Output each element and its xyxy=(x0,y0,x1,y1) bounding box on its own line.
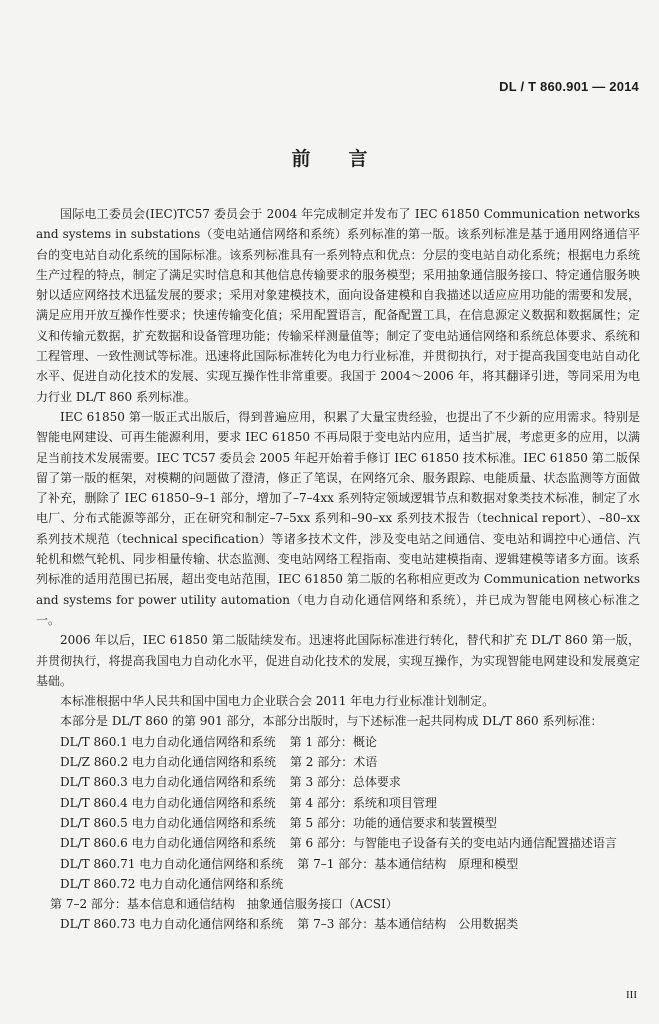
list-item xyxy=(36,772,640,792)
standard-name: 电力自动化通信网络和系统 xyxy=(131,755,276,770)
standard-code: DL/T 860.4 xyxy=(60,795,128,810)
standards-list xyxy=(36,732,640,935)
standard-code: DL/T 860.5 xyxy=(60,815,128,830)
standard-name: 电力自动化通信网络和系统 xyxy=(131,734,276,749)
list-item xyxy=(36,793,640,813)
standard-code: DL/T 860.3 xyxy=(60,775,128,790)
list-item xyxy=(36,833,640,853)
list-item xyxy=(36,914,640,934)
standard-code: DL/T 860.6 xyxy=(60,836,128,851)
standard-part: 第 2 部分：术语 xyxy=(289,755,378,770)
page-title: 前 言 xyxy=(291,148,368,170)
foreword-body xyxy=(36,204,640,935)
standard-code-header: DL / T 860.901 — 2014 xyxy=(499,79,639,94)
standard-name: 电力自动化通信网络和系统 xyxy=(139,856,284,871)
standard-part: 第 6 部分：与智能电子设备有关的变电站内通信配置描述语言 xyxy=(289,836,617,851)
standard-name: 电力自动化通信网络和系统 xyxy=(139,917,284,932)
paragraph-5: 本部分是 DL/T 860 的第 901 部分，本部分出版时，与下述标准一起共同构成 DL/T 860 系列标准： xyxy=(60,714,603,729)
standard-code: DL/Z 860.2 xyxy=(60,755,129,770)
standard-name: 电力自动化通信网络和系统 xyxy=(131,836,276,851)
paragraph-4: 本标准根据中华人民共和国中国电力企业联合会 2011 年电力行业标准计划制定。 xyxy=(60,694,495,709)
list-item xyxy=(36,854,640,874)
standard-name: 电力自动化通信网络和系统 xyxy=(131,815,276,830)
standard-part: 第 7–3 部分：基本通信结构 公用数据类 xyxy=(297,917,519,932)
standard-name: 电力自动化通信网络和系统 xyxy=(131,795,276,810)
list-item xyxy=(36,874,640,915)
paragraph-2: IEC 61850 第一版正式出版后，得到普遍应用，积累了大量宝贵经验，也提出了不少新的应用需求。特别是智能电网建设、可再生能源利用，要求 IEC 61850 不再局限于变电站内应用，适当扩展，考虑更多的应用，以满足当前技术发展需要。IEC TC57 委员会 2005 年起开始着手修订 IEC 61850 技术标准。IEC 61850 第二版保留了第一版的框架，对模糊的问题做了澄清，修正了笔误，在网络冗余、服务跟踪、电能质量、状态监测等方面做了补充，删除了 IEC 61850–9–1 部分，增加了–7–4xx 系列特定领域逻辑节点和数据对象类技术标准，制定了水电厂、分布式能源等部分，正在研究和制定–7–5xx 系列和–90–xx 系列技术报告（technical report）、–80–xx 系列技术规范（technical specification）等诸多技术文件，涉及变电站之间通信、变电站和调控中心通信、汽轮机和燃气轮机、同步相量传输、状态监测、变电站网络工程指南、变电站建模指南、逻辑建模等诸多方面。该系列标准的适用范围已拓展，超出变电站范围，IEC 61850 第二版的名称相应更改为 Communication networks and systems for power utility automation（电力自动化通信网络和系统），并已成为智能电网核心标准之一。 xyxy=(36,409,640,627)
standard-code: DL/T 860.1 xyxy=(60,734,128,749)
standard-name: 电力自动化通信网络和系统 xyxy=(131,775,276,790)
standard-part: 第 7–1 部分：基本通信结构 原理和模型 xyxy=(297,856,519,871)
paragraph-3: 2006 年以后，IEC 61850 第二版陆续发布。迅速将此国际标准进行转化，替代和扩充 DL/T 860 第一版，并贯彻执行，将提高我国电力自动化水平，促进自动化技术的发展，实现互操作，为实现智能电网建设和发展奠定基础。 xyxy=(36,633,640,688)
standard-part: 第 7–2 部分：基本信息和通信结构 抽象通信服务接口（ACSI） xyxy=(50,897,398,912)
list-item xyxy=(36,752,640,772)
standard-code: DL/T 860.72 xyxy=(60,876,136,891)
standard-part: 第 1 部分：概论 xyxy=(289,734,377,749)
page-number: III xyxy=(626,989,637,1001)
standard-name: 电力自动化通信网络和系统 xyxy=(139,876,284,891)
standard-part: 第 5 部分：功能的通信要求和装置模型 xyxy=(289,815,497,830)
standard-code: DL/T 860.71 xyxy=(60,856,136,871)
list-item xyxy=(36,813,640,833)
standard-code: DL/T 860.73 xyxy=(60,917,136,932)
standard-part: 第 3 部分：总体要求 xyxy=(289,775,401,790)
paragraph-1: 国际电工委员会(IEC)TC57 委员会于 2004 年完成制定并发布了 IEC 61850 Communication networks and systems in substations（变电站通信网络和系统）系列标准的第一版。该系列标准是基于通用网络通信平台的变电站自动化系统的国际标准。该系列标准具有一系列特点和优点：分层的变电站自动化系统；根据电力系统生产过程的特点，制定了满足实时信息和其他信息传输要求的服务模型；采用抽象通信服务接口、特定通信服务映射以适应网络技术迅猛发展的要求；采用对象建模技术，面向设备建模和自我描述以适应应用功能的需要和发展，满足应用开放互操作性要求；快速传输变化值；采用配置语言，配备配置工具，在信息源定义数据和数据属性；定义和传输元数据，扩充数据和设备管理功能；传输采样测量值等；制定了变电站通信网络和系统总体要求、系统和工程管理、一致性测试等标准。迅速将此国际标准转化为电力行业标准，并贯彻执行，对于提高我国变电站自动化水平、促进自动化技术的发展、实现互操作性非常重要。我国于 2004～2006 年，将其翻译引进，等同采用为电力行业 DL/T 860 系列标准。 xyxy=(36,207,640,404)
list-item xyxy=(36,732,640,752)
standard-part: 第 4 部分：系统和项目管理 xyxy=(289,795,437,810)
